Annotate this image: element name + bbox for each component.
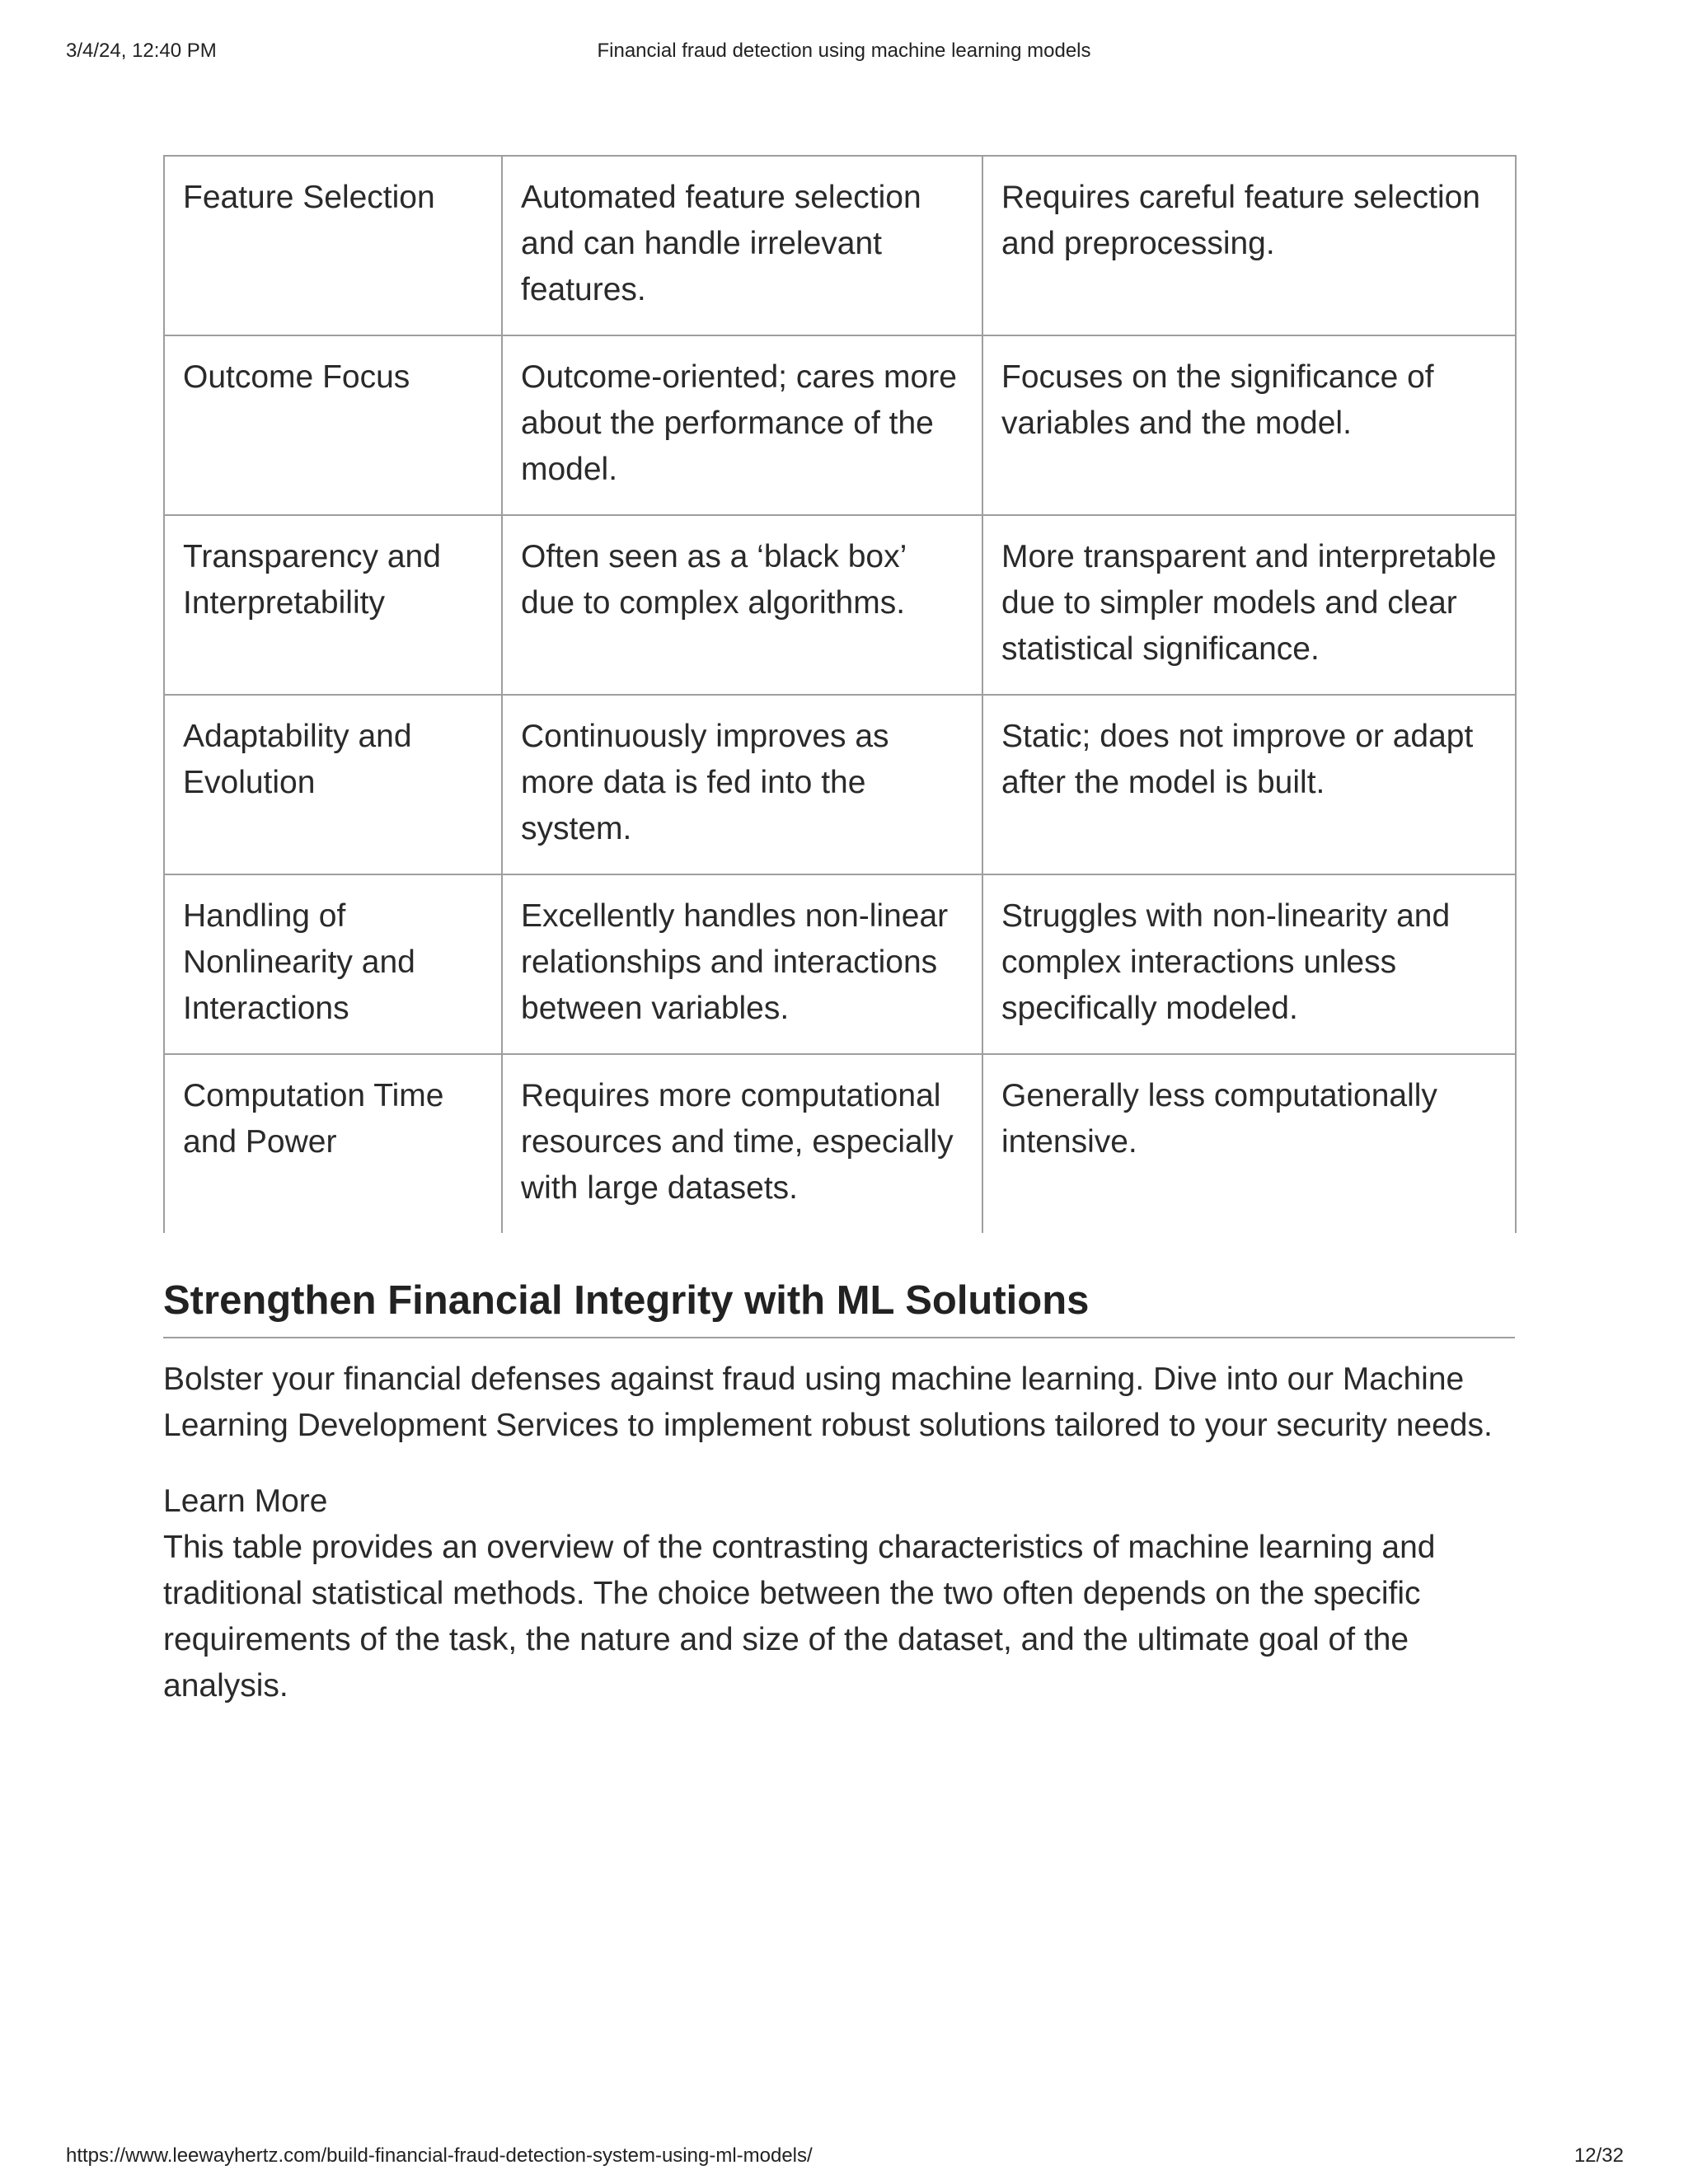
table-cell-traditional-statistics: Struggles with non-linearity and complex interactions unless specifically modeled. bbox=[982, 874, 1516, 1054]
table-row bbox=[164, 335, 1516, 515]
table-cell-traditional-statistics: More transparent and interpretable due to simpler models and clear statistical significance. bbox=[982, 515, 1516, 695]
table-row bbox=[164, 515, 1516, 695]
table-cell-aspect: Computation Time and Power bbox=[164, 1054, 502, 1233]
table-row bbox=[164, 156, 1516, 335]
table-cell-machine-learning: Continuously improves as more data is fed into the system. bbox=[502, 695, 982, 874]
table-row bbox=[164, 874, 1516, 1054]
table-cell-traditional-statistics: Focuses on the significance of variables and the model. bbox=[982, 335, 1516, 515]
table-cell-machine-learning: Requires more computational resources and time, especially with large datasets. bbox=[502, 1054, 982, 1233]
article-content bbox=[163, 155, 1515, 1709]
cta-body: Bolster your financial defenses against fraud using machine learning. Dive into our Machine Learning Development Services to implement robust solutions tailored to your security needs. bbox=[163, 1361, 1493, 1443]
print-datetime: 3/4/24, 12:40 PM bbox=[66, 40, 217, 62]
page-number: 12/32 bbox=[1573, 2144, 1624, 2167]
print-url: https://www.leewayhertz.com/build-financial-fraud-detection-system-using-ml-models/ bbox=[66, 2144, 813, 2167]
learn-more-link[interactable]: Learn More bbox=[163, 1483, 328, 1519]
table-cell-traditional-statistics: Requires careful feature selection and preprocessing. bbox=[982, 156, 1516, 335]
table-cell-machine-learning: Automated feature selection and can handle irrelevant features. bbox=[502, 156, 982, 335]
table-cell-aspect: Handling of Nonlinearity and Interactions bbox=[164, 874, 502, 1054]
table-row bbox=[164, 695, 1516, 874]
table-cell-machine-learning: Excellently handles non-linear relationships and interactions between variables. bbox=[502, 874, 982, 1054]
comparison-table bbox=[163, 155, 1517, 1233]
print-page-title: Financial fraud detection using machine learning models bbox=[597, 40, 1091, 62]
table-cell-machine-learning: Often seen as a ‘black box’ due to complex algorithms. bbox=[502, 515, 982, 695]
table-cell-aspect: Adaptability and Evolution bbox=[164, 695, 502, 874]
summary-paragraph: This table provides an overview of the contrasting characteristics of machine learning and traditional statistical methods. The choice between the two often depends on the specific requirements of the task, the nature and size of the dataset, and the ultimate goal of the analysis. bbox=[163, 1530, 1436, 1704]
table-cell-traditional-statistics: Static; does not improve or adapt after the model is built. bbox=[982, 695, 1516, 874]
table-cell-aspect: Feature Selection bbox=[164, 156, 502, 335]
table-cell-aspect: Outcome Focus bbox=[164, 335, 502, 515]
table-row bbox=[164, 1054, 1516, 1233]
table-cell-traditional-statistics: Generally less computationally intensive. bbox=[982, 1054, 1516, 1233]
table-cell-aspect: Transparency and Interpretability bbox=[164, 515, 502, 695]
cta-heading: Strengthen Financial Integrity with ML Solutions bbox=[163, 1276, 1515, 1338]
table-cell-machine-learning: Outcome-oriented; cares more about the performance of the model. bbox=[502, 335, 982, 515]
